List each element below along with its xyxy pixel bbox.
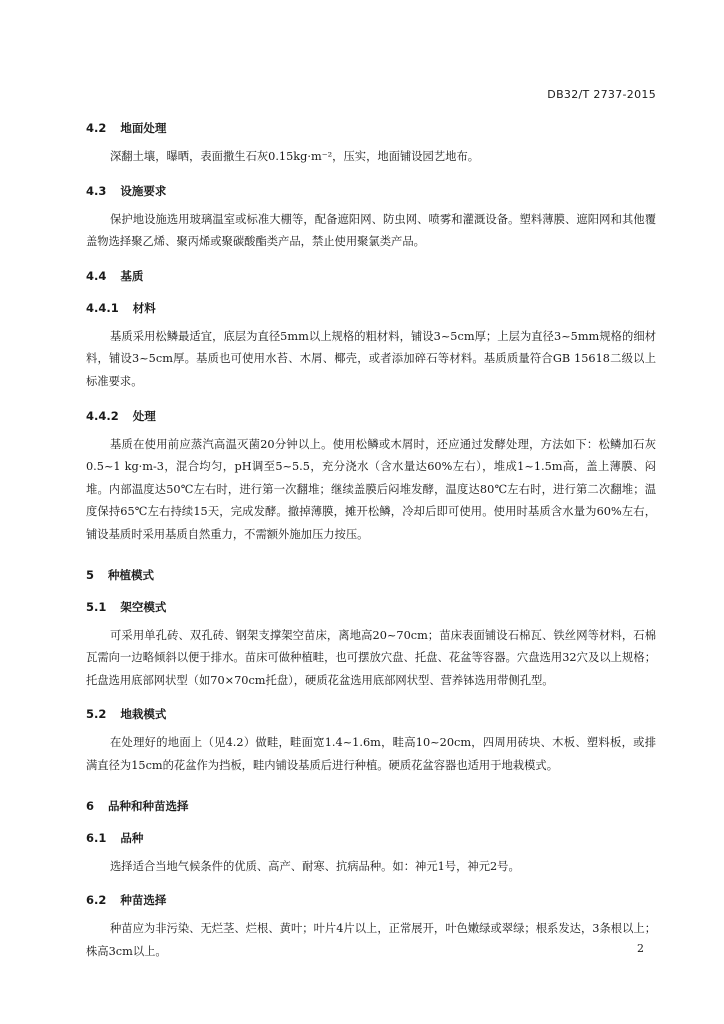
paragraph-4-4-2: 基质在使用前应蒸汽高温灭菌20分钟以上。使用松鳞或木屑时，还应通过发酵处理，方法如下：松鳞加石灰0.5~1 kg·m-3，混合均匀，pH调至5~5.5，充分浇水（含水量达60%左右），堆成1~1.5m高，盖上薄膜、闷堆。内部温度达50℃左右时，进行第一次翻堆；继续盖膜后闷堆发酵，温度达80℃左右时，进行第二次翻堆；温度保持65℃左右持续15天，完成发酵。撤掉薄膜，摊开松鳞，冷却后即可使用。使用时基质含水量为60%左右，铺设基质时采用基质自然重力，不需额外施加压力按压。 bbox=[86, 437, 656, 541]
paragraph-6-1: 选择适合当地气候条件的优质、高产、耐寒、抗病品种。如：神元1号，神元2号。 bbox=[110, 859, 520, 873]
section-title: 架空模式 bbox=[120, 599, 167, 614]
heading-6-1 bbox=[86, 828, 656, 848]
page-number: 2 bbox=[637, 942, 644, 955]
heading-5-2 bbox=[86, 704, 656, 724]
paragraph-5-2: 在处理好的地面上（见4.2）做畦，畦面宽1.4~1.6m，畦高10~20cm，四周用砖块、木板、塑料板，或排满直径为15cm的花盆作为挡板，畦内铺设基质后进行种植。硬质花盆容器也适用于地栽模式。 bbox=[86, 736, 656, 772]
heading-4-4 bbox=[86, 266, 656, 286]
section-title: 基质 bbox=[120, 268, 144, 283]
section-number: 4.2 bbox=[86, 121, 107, 135]
section-title: 品种和种苗选择 bbox=[108, 798, 189, 813]
paragraph-6-2: 种苗应为非污染、无烂茎、烂根、黄叶；叶片4片以上，正常展开，叶色嫩绿或翠绿；根系发达，3条根以上；株高3cm以上。 bbox=[86, 922, 656, 958]
heading-4-3 bbox=[86, 181, 656, 201]
heading-5 bbox=[86, 565, 656, 585]
section-title: 材料 bbox=[132, 300, 156, 315]
section-title: 品种 bbox=[120, 830, 144, 845]
heading-4-2 bbox=[86, 118, 656, 138]
paragraph-4-2: 深翻土壤，曝晒，表面撒生石灰0.15kg·m⁻²，压实，地面铺设园艺地布。 bbox=[110, 150, 480, 163]
paragraph-4-3: 保护地设施选用玻璃温室或标准大棚等，配备遮阳网、防虫网、喷雾和灌溉设备。塑料薄膜、遮阳网和其他覆盖物选择聚乙烯、聚丙烯或聚碳酸酯类产品，禁止使用聚氯类产品。 bbox=[86, 212, 656, 249]
document-body bbox=[86, 118, 656, 963]
heading-5-1 bbox=[86, 597, 656, 617]
document-code: DB32/T 2737-2015 bbox=[547, 88, 656, 101]
heading-6-2 bbox=[86, 890, 656, 910]
section-title: 种植模式 bbox=[108, 567, 155, 582]
section-number: 5.1 bbox=[86, 599, 107, 614]
paragraph-5-1: 可采用单孔砖、双孔砖、钢架支撑架空苗床，离地高20~70cm；苗床表面铺设石棉瓦、铁丝网等材料，石棉瓦需向一边略倾斜以便于排水。苗床可做种植畦，也可摆放穴盘、托盘、花盆等容器。穴盘选用32穴及以上规格；托盘选用底部网状型（如70×70cm托盘），硬质花盆选用底部网状型、营养钵选用带侧孔型。 bbox=[86, 628, 656, 687]
section-number: 6.1 bbox=[86, 830, 107, 845]
section-title: 种苗选择 bbox=[120, 893, 167, 908]
heading-6 bbox=[86, 796, 656, 816]
section-title: 地面处理 bbox=[120, 121, 167, 135]
heading-4-4-1 bbox=[86, 298, 656, 318]
section-number: 4.3 bbox=[86, 183, 107, 198]
section-title: 设施要求 bbox=[120, 183, 167, 198]
section-title: 地栽模式 bbox=[120, 707, 167, 722]
section-number: 4.4.2 bbox=[86, 408, 119, 423]
section-number: 4.4.1 bbox=[86, 300, 119, 315]
section-title: 处理 bbox=[132, 408, 156, 423]
section-number: 5.2 bbox=[86, 707, 107, 722]
paragraph-4-4-1: 基质采用松鳞最适宜，底层为直径5mm以上规格的粗材料，铺设3~5cm厚；上层为直径3~5mm规格的细材料，铺设3~5cm厚。基质也可使用水苔、木屑、椰壳，或者添加碎石等材料。基质质量符合GB 15618二级以上标准要求。 bbox=[86, 329, 656, 388]
heading-4-4-2 bbox=[86, 406, 656, 426]
section-number: 4.4 bbox=[86, 268, 107, 283]
section-number: 6.2 bbox=[86, 893, 107, 908]
section-number: 5 bbox=[86, 567, 95, 582]
section-number: 6 bbox=[86, 798, 95, 813]
